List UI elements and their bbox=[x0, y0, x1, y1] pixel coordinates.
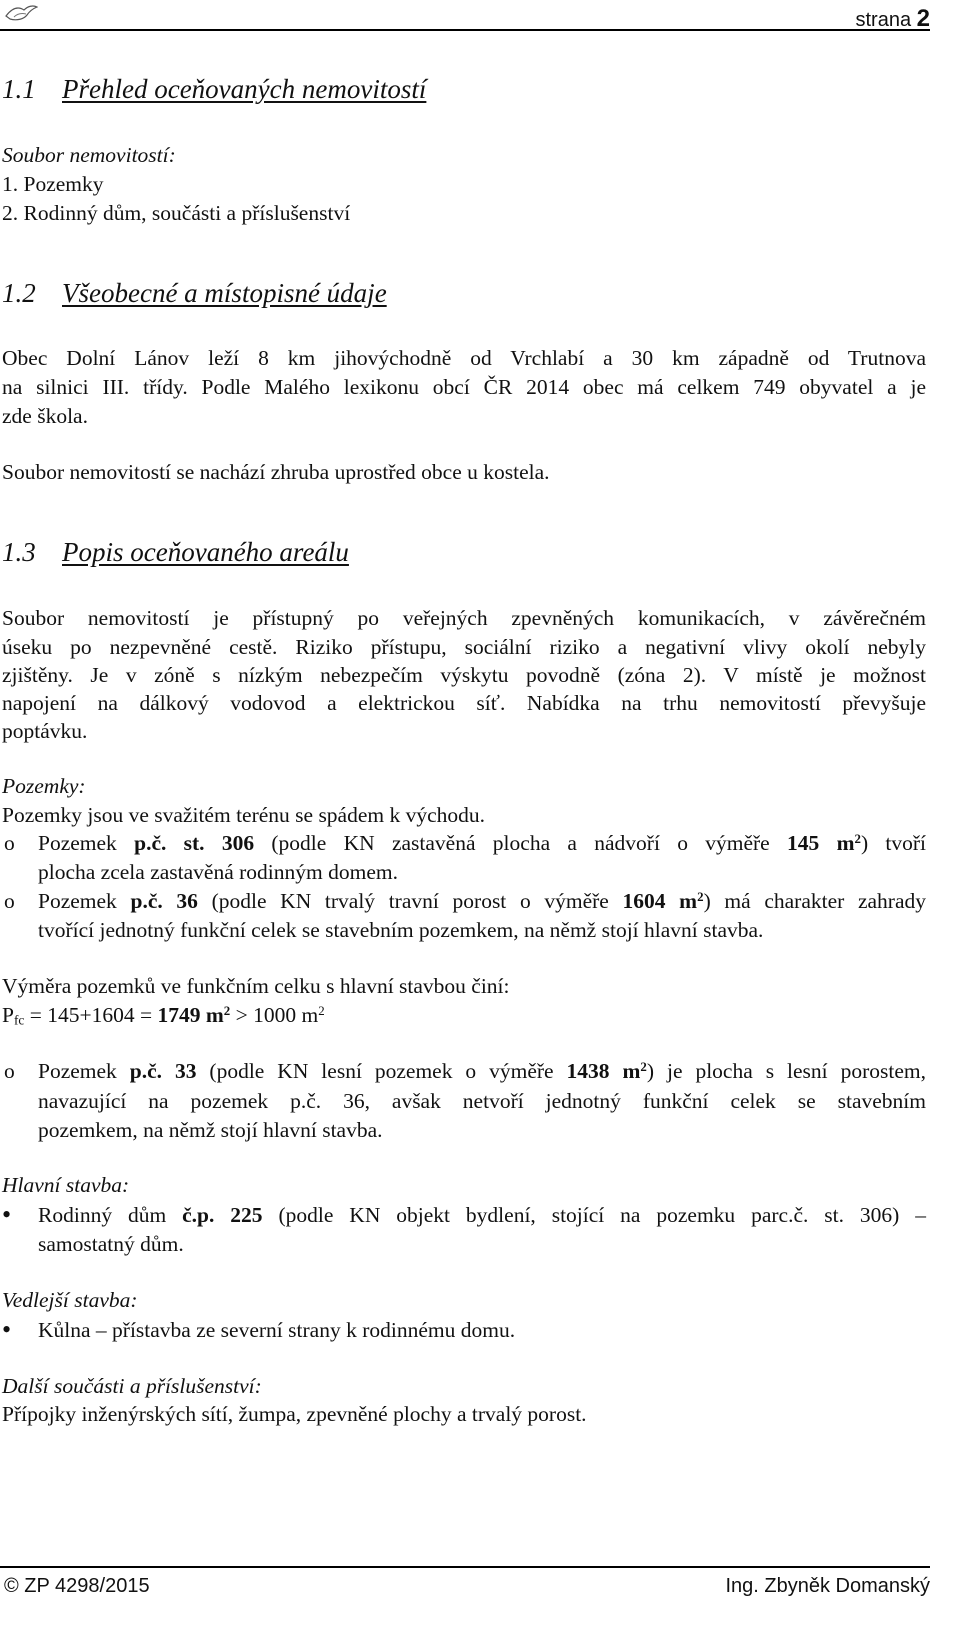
area-value bbox=[787, 831, 861, 855]
text: Pozemek bbox=[38, 1059, 130, 1083]
soubor-item-1: 1. Pozemky bbox=[2, 172, 104, 196]
text: ) tvoří bbox=[860, 831, 926, 855]
areal-line-1: Soubor nemovitostí je přístupný po veřejných zpevněných komunikacích, v závěrečném bbox=[2, 606, 926, 630]
pozemek-33-line-2: navazující na pozemek p.č. 36, avšak netvoří jednotný funkční celek se stavebním bbox=[38, 1089, 926, 1113]
text: (podle KN zastavěná plocha a nádvoří o výměře bbox=[254, 831, 788, 855]
footer-reference: © ZP 4298/2015 bbox=[4, 1575, 150, 1597]
areal-line-5: poptávku. bbox=[2, 719, 88, 743]
area-value bbox=[567, 1059, 647, 1083]
list-marker: o bbox=[4, 889, 15, 913]
text: (podle KN trvalý travní porost o výměře bbox=[197, 889, 623, 913]
vedlejsi-text: Kůlna – přístavba ze severní strany k rodinnému domu. bbox=[38, 1318, 516, 1342]
pozemek-33-line-3: pozemkem, na němž stojí hlavní stavba. bbox=[38, 1118, 383, 1142]
pozemky-intro: Pozemky jsou ve svažitém terénu se spádem k východu. bbox=[2, 803, 486, 827]
section-title: Přehled oceňovaných nemovitostí bbox=[62, 74, 427, 104]
section-heading-1-2 bbox=[2, 278, 387, 309]
pozemek-306-line-1 bbox=[38, 831, 926, 856]
pozemek-306-line-2: plocha zcela zastavěná rodinným domem. bbox=[38, 860, 398, 884]
subscript: fc bbox=[13, 1012, 25, 1028]
section-number: 1.2 bbox=[2, 278, 36, 308]
text: ) je plocha s lesní porostem, bbox=[646, 1059, 926, 1083]
text: 1438 m bbox=[566, 1059, 641, 1083]
mistopis-line-2: na silnici III. třídy. Podle Malého lexikonu obcí ČR 2014 obec má celkem 749 obyvatel a je bbox=[2, 375, 926, 399]
text: 145 m bbox=[787, 831, 855, 855]
superscript: 2 bbox=[640, 1059, 647, 1074]
hlavni-line-1 bbox=[38, 1203, 926, 1228]
dalsi-label: Další součásti a příslušenství: bbox=[2, 1374, 262, 1398]
area-total bbox=[157, 1003, 230, 1027]
text: P bbox=[2, 1003, 14, 1027]
hlavni-line-2: samostatný dům. bbox=[38, 1232, 184, 1256]
section-title: Všeobecné a místopisné údaje bbox=[62, 278, 387, 308]
pozemek-36-line-1 bbox=[38, 889, 926, 914]
parcel-number: p.č. st. 306 bbox=[134, 831, 255, 855]
vymera-formula bbox=[2, 1003, 926, 1028]
text: (podle KN lesní pozemek o výměře bbox=[196, 1059, 567, 1083]
page-num: 2 bbox=[916, 5, 930, 32]
bullet-icon: • bbox=[2, 1315, 12, 1344]
soubor-label: Soubor nemovitostí: bbox=[2, 143, 176, 167]
superscript: 2 bbox=[223, 1003, 231, 1018]
bullet-icon: • bbox=[2, 1200, 12, 1229]
section-number: 1.1 bbox=[2, 74, 36, 104]
parcel-number: p.č. 33 bbox=[129, 1059, 197, 1083]
footer-rule bbox=[0, 1566, 930, 1568]
pozemek-36-line-2: tvořící jednotný funkční celek se stavebním pozemkem, na němž stojí hlavní stavba. bbox=[38, 918, 764, 942]
pozemky-label: Pozemky: bbox=[2, 774, 86, 798]
list-marker: o bbox=[4, 1059, 15, 1083]
text: ) má charakter zahrady bbox=[703, 889, 926, 913]
areal-line-4: napojení na dálkový vodovod a elektrickou síť. Nabídka na trhu nemovitostí převyšuje bbox=[2, 691, 926, 715]
superscript: 2 bbox=[697, 889, 704, 904]
soubor-item-2: 2. Rodinný dům, součásti a příslušenství bbox=[2, 201, 351, 225]
house-number: č.p. 225 bbox=[182, 1203, 263, 1227]
pozemek-33-line-1 bbox=[38, 1059, 926, 1084]
text: > 1000 m bbox=[230, 1003, 319, 1027]
text: 1604 m bbox=[622, 889, 698, 913]
vedlejsi-label: Vedlejší stavba: bbox=[2, 1288, 138, 1312]
superscript: 2 bbox=[854, 831, 861, 846]
areal-line-2: úseku po nezpevněné cestě. Riziko přístupu, sociální riziko a negativní vlivy okolí nebyly bbox=[2, 635, 926, 659]
bird-logo-icon bbox=[4, 2, 38, 26]
mistopis-location: Soubor nemovitostí se nachází zhruba uprostřed obce u kostela. bbox=[2, 460, 550, 484]
vymera-label: Výměra pozemků ve funkčním celku s hlavní stavbou činí: bbox=[2, 974, 510, 998]
section-heading-1-3 bbox=[2, 537, 349, 568]
section-number: 1.3 bbox=[2, 537, 36, 567]
text: (podle KN objekt bydlení, stojící na pozemku parc.č. st. 306) – bbox=[262, 1203, 927, 1227]
text: Pozemek bbox=[38, 889, 131, 913]
page-word: strana bbox=[855, 9, 912, 31]
section-title: Popis oceňovaného areálu bbox=[62, 537, 349, 567]
section-heading-1-1 bbox=[2, 74, 426, 105]
footer-author: Ing. Zbyněk Domanský bbox=[725, 1575, 930, 1597]
areal-line-3: zjištěny. Je v zóně s nízkým nebezpečím výskytu povodně (zóna 2). V místě je možnost bbox=[2, 663, 926, 687]
superscript: 2 bbox=[318, 1003, 325, 1018]
text: Rodinný dům bbox=[38, 1203, 183, 1227]
hlavni-label: Hlavní stavba: bbox=[2, 1173, 130, 1197]
text: 1749 m bbox=[157, 1003, 224, 1027]
text: Pozemek bbox=[38, 831, 135, 855]
dalsi-text: Přípojky inženýrských sítí, žumpa, zpevněné plochy a trvalý porost. bbox=[2, 1402, 587, 1426]
header-rule bbox=[0, 29, 930, 31]
mistopis-line-3: zde škola. bbox=[2, 404, 88, 428]
parcel-number: p.č. 36 bbox=[130, 889, 198, 913]
area-value bbox=[623, 889, 704, 913]
text: = 145+1604 = bbox=[24, 1003, 158, 1027]
list-marker: o bbox=[4, 831, 15, 855]
mistopis-line-1: Obec Dolní Lánov leží 8 km jihovýchodně od Vrchlabí a 30 km západně od Trutnova bbox=[2, 346, 926, 370]
